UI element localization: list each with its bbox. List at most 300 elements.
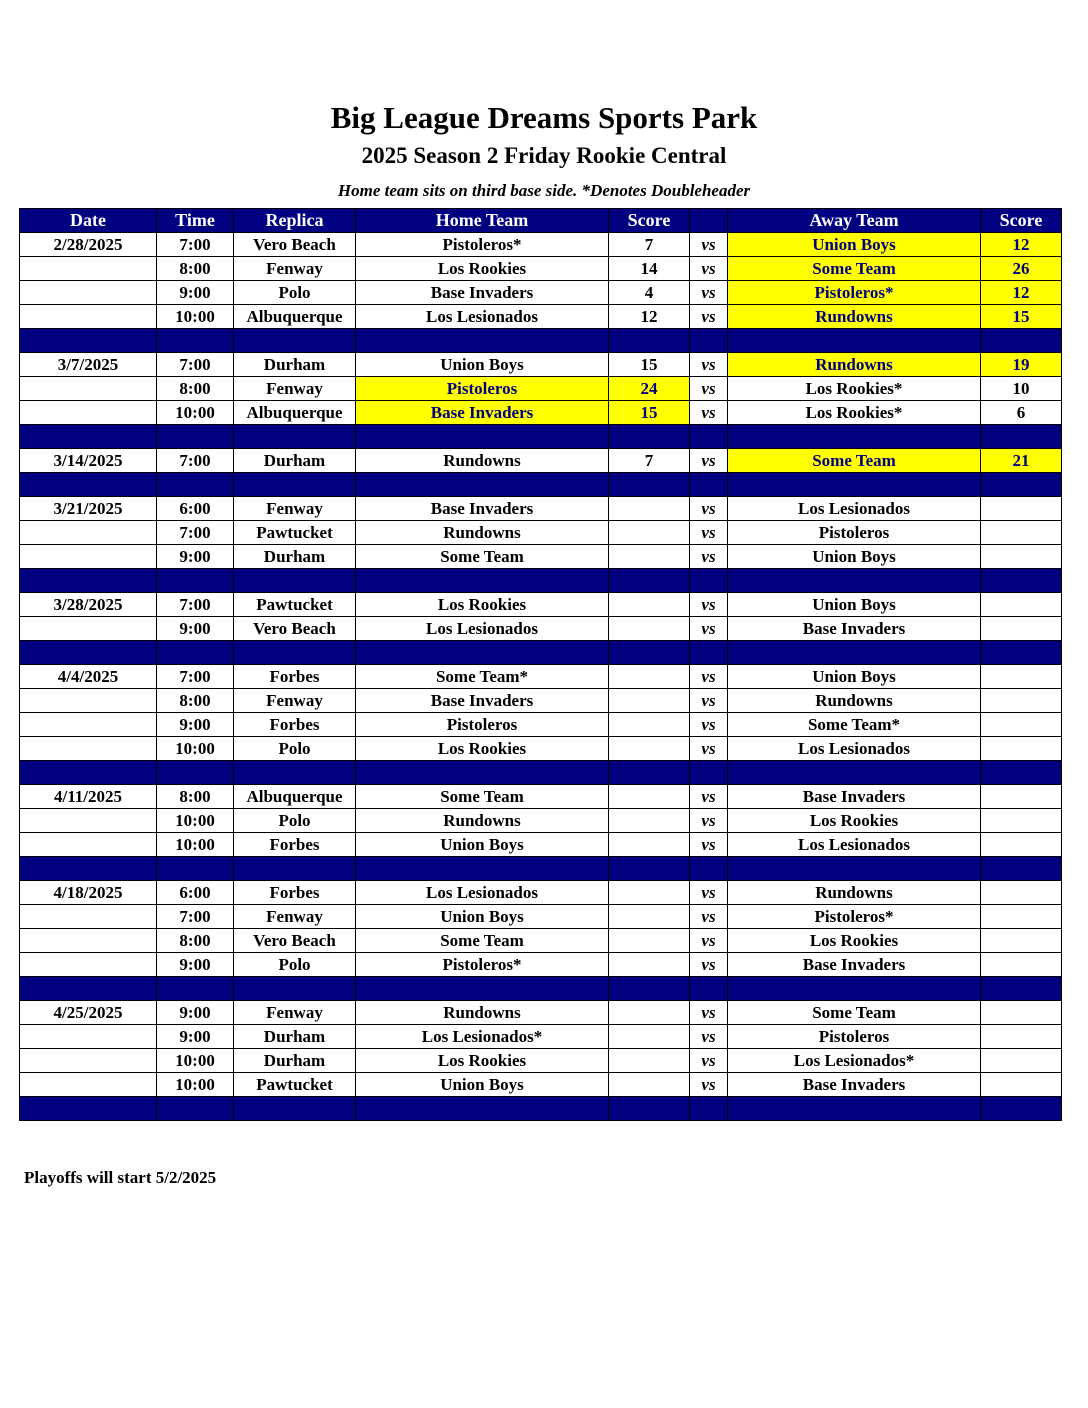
separator-cell	[728, 425, 981, 449]
vs-cell: vs	[690, 377, 728, 401]
vs-cell: vs	[690, 929, 728, 953]
separator-row	[20, 425, 1062, 449]
vs-cell: vs	[690, 665, 728, 689]
table-row	[20, 1001, 1062, 1025]
away-score-cell: 6	[981, 401, 1062, 425]
away-score-cell	[981, 953, 1062, 977]
vs-cell: vs	[690, 593, 728, 617]
away-score-cell	[981, 665, 1062, 689]
home-team-cell: Union Boys	[356, 1073, 609, 1097]
away-team-cell: Pistoleros*	[728, 905, 981, 929]
home-score-cell	[609, 905, 690, 929]
home-score-cell	[609, 1025, 690, 1049]
table-row	[20, 521, 1062, 545]
separator-cell	[981, 977, 1062, 1001]
away-team-cell: Base Invaders	[728, 785, 981, 809]
table-row	[20, 1025, 1062, 1049]
separator-cell	[728, 977, 981, 1001]
separator-cell	[690, 977, 728, 1001]
separator-cell	[728, 761, 981, 785]
vs-cell: vs	[690, 257, 728, 281]
home-team-cell: Los Lesionados	[356, 305, 609, 329]
table-row	[20, 1049, 1062, 1073]
separator-cell	[728, 329, 981, 353]
separator-cell	[690, 329, 728, 353]
separator-cell	[728, 857, 981, 881]
away-score-cell	[981, 881, 1062, 905]
separator-cell	[234, 857, 356, 881]
away-team-cell: Base Invaders	[728, 1073, 981, 1097]
vs-cell: vs	[690, 617, 728, 641]
date-cell	[20, 521, 157, 545]
separator-cell	[157, 473, 234, 497]
separator-cell	[157, 857, 234, 881]
replica-cell: Durham	[234, 449, 356, 473]
away-score-cell: 12	[981, 281, 1062, 305]
table-row	[20, 545, 1062, 569]
away-score-cell	[981, 1001, 1062, 1025]
away-score-cell	[981, 521, 1062, 545]
separator-cell	[356, 329, 609, 353]
home-team-cell: Los Rookies	[356, 737, 609, 761]
home-team-cell: Los Lesionados	[356, 881, 609, 905]
home-score-cell	[609, 953, 690, 977]
time-cell: 7:00	[157, 905, 234, 929]
col-header-away-score: Score	[981, 209, 1062, 233]
replica-cell: Forbes	[234, 881, 356, 905]
separator-row	[20, 1097, 1062, 1121]
table-row	[20, 833, 1062, 857]
col-header-home-team: Home Team	[356, 209, 609, 233]
vs-cell: vs	[690, 713, 728, 737]
time-cell: 7:00	[157, 665, 234, 689]
date-cell: 4/25/2025	[20, 1001, 157, 1025]
home-score-cell	[609, 689, 690, 713]
separator-cell	[981, 761, 1062, 785]
vs-cell: vs	[690, 353, 728, 377]
time-cell: 9:00	[157, 1025, 234, 1049]
separator-row	[20, 641, 1062, 665]
home-score-cell	[609, 593, 690, 617]
replica-cell: Albuquerque	[234, 785, 356, 809]
date-cell	[20, 953, 157, 977]
replica-cell: Durham	[234, 1025, 356, 1049]
date-cell	[20, 833, 157, 857]
replica-cell: Durham	[234, 353, 356, 377]
replica-cell: Fenway	[234, 1001, 356, 1025]
home-score-cell	[609, 545, 690, 569]
replica-cell: Fenway	[234, 257, 356, 281]
separator-cell	[234, 329, 356, 353]
table-row	[20, 305, 1062, 329]
time-cell: 10:00	[157, 833, 234, 857]
vs-cell: vs	[690, 833, 728, 857]
home-team-cell: Los Rookies	[356, 257, 609, 281]
home-score-cell	[609, 497, 690, 521]
separator-cell	[609, 1097, 690, 1121]
separator-cell	[20, 857, 157, 881]
home-team-cell: Los Lesionados*	[356, 1025, 609, 1049]
schedule-body	[20, 233, 1062, 1121]
away-team-cell: Union Boys	[728, 545, 981, 569]
replica-cell: Vero Beach	[234, 233, 356, 257]
separator-cell	[981, 1097, 1062, 1121]
away-score-cell	[981, 617, 1062, 641]
away-score-cell	[981, 785, 1062, 809]
replica-cell: Vero Beach	[234, 617, 356, 641]
separator-cell	[157, 569, 234, 593]
date-cell	[20, 305, 157, 329]
time-cell: 7:00	[157, 449, 234, 473]
table-row	[20, 713, 1062, 737]
table-row	[20, 953, 1062, 977]
table-row	[20, 353, 1062, 377]
replica-cell: Polo	[234, 281, 356, 305]
away-team-cell: Los Lesionados	[728, 833, 981, 857]
separator-cell	[157, 761, 234, 785]
time-cell: 10:00	[157, 401, 234, 425]
date-cell	[20, 737, 157, 761]
away-score-cell	[981, 1025, 1062, 1049]
vs-cell: vs	[690, 233, 728, 257]
home-score-cell	[609, 521, 690, 545]
playoffs-note: Playoffs will start 5/2/2025	[24, 1168, 217, 1187]
away-team-cell: Los Rookies	[728, 929, 981, 953]
replica-cell: Polo	[234, 809, 356, 833]
home-score-cell	[609, 809, 690, 833]
page-title: Big League Dreams Sports Park	[330, 100, 758, 135]
vs-cell: vs	[690, 737, 728, 761]
vs-cell: vs	[690, 881, 728, 905]
separator-row	[20, 569, 1062, 593]
home-score-cell	[609, 617, 690, 641]
home-team-cell: Base Invaders	[356, 281, 609, 305]
separator-cell	[234, 761, 356, 785]
away-team-cell: Base Invaders	[728, 617, 981, 641]
separator-cell	[609, 641, 690, 665]
away-team-cell: Some Team	[728, 257, 981, 281]
table-row	[20, 665, 1062, 689]
col-header-vs	[690, 209, 728, 233]
time-cell: 8:00	[157, 929, 234, 953]
vs-cell: vs	[690, 545, 728, 569]
away-score-cell	[981, 1049, 1062, 1073]
date-cell: 3/7/2025	[20, 353, 157, 377]
vs-cell: vs	[690, 1001, 728, 1025]
date-cell	[20, 929, 157, 953]
separator-cell	[690, 641, 728, 665]
away-score-cell	[981, 833, 1062, 857]
vs-cell: vs	[690, 1049, 728, 1073]
separator-cell	[234, 569, 356, 593]
home-team-cell: Rundowns	[356, 809, 609, 833]
home-team-cell: Pistoleros*	[356, 953, 609, 977]
separator-cell	[981, 329, 1062, 353]
home-score-cell: 12	[609, 305, 690, 329]
away-team-cell: Rundowns	[728, 353, 981, 377]
away-score-cell: 26	[981, 257, 1062, 281]
separator-cell	[356, 473, 609, 497]
away-score-cell: 21	[981, 449, 1062, 473]
date-cell	[20, 809, 157, 833]
vs-cell: vs	[690, 449, 728, 473]
date-cell	[20, 713, 157, 737]
away-score-cell	[981, 809, 1062, 833]
time-cell: 8:00	[157, 257, 234, 281]
away-score-cell: 19	[981, 353, 1062, 377]
home-team-cell: Union Boys	[356, 833, 609, 857]
home-score-cell	[609, 1073, 690, 1097]
away-score-cell: 12	[981, 233, 1062, 257]
home-team-cell: Los Lesionados	[356, 617, 609, 641]
separator-cell	[20, 473, 157, 497]
home-score-cell	[609, 1049, 690, 1073]
vs-cell: vs	[690, 521, 728, 545]
separator-cell	[690, 425, 728, 449]
time-cell: 9:00	[157, 953, 234, 977]
away-score-cell	[981, 593, 1062, 617]
table-row	[20, 881, 1062, 905]
away-team-cell: Pistoleros	[728, 1025, 981, 1049]
time-cell: 10:00	[157, 809, 234, 833]
away-team-cell: Pistoleros*	[728, 281, 981, 305]
time-cell: 9:00	[157, 281, 234, 305]
separator-cell	[609, 977, 690, 1001]
home-team-cell: Pistoleros	[356, 713, 609, 737]
separator-cell	[609, 569, 690, 593]
home-score-cell	[609, 833, 690, 857]
separator-cell	[981, 857, 1062, 881]
separator-cell	[690, 1097, 728, 1121]
separator-cell	[234, 1097, 356, 1121]
away-score-cell	[981, 1073, 1062, 1097]
date-cell	[20, 1025, 157, 1049]
home-score-cell: 4	[609, 281, 690, 305]
separator-cell	[20, 1097, 157, 1121]
home-team-cell: Some Team*	[356, 665, 609, 689]
table-row	[20, 377, 1062, 401]
table-row	[20, 929, 1062, 953]
away-score-cell	[981, 713, 1062, 737]
away-team-cell: Base Invaders	[728, 953, 981, 977]
away-score-cell: 10	[981, 377, 1062, 401]
home-team-cell: Some Team	[356, 545, 609, 569]
separator-cell	[157, 425, 234, 449]
time-cell: 7:00	[157, 233, 234, 257]
replica-cell: Forbes	[234, 665, 356, 689]
home-score-cell	[609, 881, 690, 905]
away-team-cell: Los Rookies	[728, 809, 981, 833]
date-cell: 4/11/2025	[20, 785, 157, 809]
home-score-cell	[609, 665, 690, 689]
separator-row	[20, 857, 1062, 881]
away-score-cell	[981, 905, 1062, 929]
time-cell: 6:00	[157, 881, 234, 905]
away-team-cell: Los Lesionados	[728, 497, 981, 521]
date-cell: 2/28/2025	[20, 233, 157, 257]
replica-cell: Albuquerque	[234, 305, 356, 329]
date-cell	[20, 1049, 157, 1073]
separator-cell	[356, 641, 609, 665]
table-row	[20, 689, 1062, 713]
date-cell	[20, 377, 157, 401]
table-row	[20, 737, 1062, 761]
vs-cell: vs	[690, 953, 728, 977]
table-row	[20, 1073, 1062, 1097]
table-row	[20, 617, 1062, 641]
time-cell: 7:00	[157, 521, 234, 545]
table-row	[20, 905, 1062, 929]
home-score-cell	[609, 785, 690, 809]
vs-cell: vs	[690, 305, 728, 329]
col-header-home-score: Score	[609, 209, 690, 233]
separator-cell	[356, 857, 609, 881]
home-score-cell	[609, 737, 690, 761]
separator-cell	[609, 329, 690, 353]
separator-cell	[609, 473, 690, 497]
separator-cell	[234, 641, 356, 665]
away-team-cell: Union Boys	[728, 593, 981, 617]
page-subtitle: 2025 Season 2 Friday Rookie Central	[361, 143, 727, 168]
time-cell: 10:00	[157, 737, 234, 761]
replica-cell: Fenway	[234, 497, 356, 521]
away-team-cell: Rundowns	[728, 689, 981, 713]
page-note: Home team sits on third base side. *Denotes Doubleheader	[337, 181, 751, 200]
time-cell: 9:00	[157, 545, 234, 569]
separator-cell	[20, 977, 157, 1001]
away-team-cell: Some Team*	[728, 713, 981, 737]
time-cell: 8:00	[157, 785, 234, 809]
time-cell: 7:00	[157, 593, 234, 617]
separator-cell	[356, 1097, 609, 1121]
table-row	[20, 497, 1062, 521]
col-header-replica: Replica	[234, 209, 356, 233]
replica-cell: Fenway	[234, 905, 356, 929]
col-header-away-team: Away Team	[728, 209, 981, 233]
time-cell: 8:00	[157, 689, 234, 713]
away-team-cell: Some Team	[728, 449, 981, 473]
separator-cell	[20, 761, 157, 785]
home-score-cell: 15	[609, 401, 690, 425]
replica-cell: Durham	[234, 545, 356, 569]
away-team-cell: Los Lesionados	[728, 737, 981, 761]
separator-cell	[609, 857, 690, 881]
home-team-cell: Los Rookies	[356, 593, 609, 617]
col-header-time: Time	[157, 209, 234, 233]
time-cell: 6:00	[157, 497, 234, 521]
away-score-cell	[981, 689, 1062, 713]
home-score-cell: 14	[609, 257, 690, 281]
time-cell: 7:00	[157, 353, 234, 377]
home-score-cell: 15	[609, 353, 690, 377]
vs-cell: vs	[690, 905, 728, 929]
replica-cell: Fenway	[234, 377, 356, 401]
date-cell: 3/14/2025	[20, 449, 157, 473]
away-team-cell: Some Team	[728, 1001, 981, 1025]
separator-cell	[690, 857, 728, 881]
home-score-cell: 7	[609, 233, 690, 257]
time-cell: 8:00	[157, 377, 234, 401]
home-score-cell: 24	[609, 377, 690, 401]
separator-cell	[356, 425, 609, 449]
time-cell: 10:00	[157, 1073, 234, 1097]
separator-cell	[609, 761, 690, 785]
replica-cell: Albuquerque	[234, 401, 356, 425]
vs-cell: vs	[690, 689, 728, 713]
vs-cell: vs	[690, 1025, 728, 1049]
date-cell: 4/4/2025	[20, 665, 157, 689]
away-score-cell	[981, 737, 1062, 761]
date-cell: 3/28/2025	[20, 593, 157, 617]
date-cell	[20, 689, 157, 713]
replica-cell: Polo	[234, 737, 356, 761]
separator-cell	[234, 977, 356, 1001]
separator-cell	[20, 641, 157, 665]
replica-cell: Pawtucket	[234, 1073, 356, 1097]
replica-cell: Forbes	[234, 833, 356, 857]
date-cell	[20, 1073, 157, 1097]
separator-cell	[728, 1097, 981, 1121]
date-cell	[20, 281, 157, 305]
time-cell: 9:00	[157, 1001, 234, 1025]
home-team-cell: Base Invaders	[356, 497, 609, 521]
separator-cell	[356, 977, 609, 1001]
vs-cell: vs	[690, 281, 728, 305]
away-team-cell: Union Boys	[728, 665, 981, 689]
schedule-table	[19, 208, 1062, 1121]
away-score-cell	[981, 545, 1062, 569]
vs-cell: vs	[690, 785, 728, 809]
separator-cell	[234, 425, 356, 449]
separator-cell	[690, 569, 728, 593]
separator-cell	[690, 473, 728, 497]
home-team-cell: Base Invaders	[356, 401, 609, 425]
table-row	[20, 449, 1062, 473]
table-row	[20, 257, 1062, 281]
vs-cell: vs	[690, 809, 728, 833]
home-score-cell	[609, 713, 690, 737]
home-score-cell	[609, 929, 690, 953]
separator-cell	[981, 641, 1062, 665]
time-cell: 10:00	[157, 305, 234, 329]
away-team-cell: Los Rookies*	[728, 401, 981, 425]
separator-cell	[157, 329, 234, 353]
separator-cell	[981, 569, 1062, 593]
separator-cell	[20, 425, 157, 449]
table-row	[20, 401, 1062, 425]
date-cell	[20, 401, 157, 425]
table-row	[20, 809, 1062, 833]
separator-row	[20, 761, 1062, 785]
separator-cell	[356, 569, 609, 593]
separator-cell	[690, 761, 728, 785]
separator-cell	[157, 977, 234, 1001]
separator-row	[20, 473, 1062, 497]
home-team-cell: Union Boys	[356, 353, 609, 377]
home-team-cell: Pistoleros*	[356, 233, 609, 257]
away-score-cell	[981, 497, 1062, 521]
replica-cell: Polo	[234, 953, 356, 977]
time-cell: 9:00	[157, 617, 234, 641]
away-team-cell: Rundowns	[728, 881, 981, 905]
separator-cell	[728, 473, 981, 497]
separator-cell	[20, 329, 157, 353]
away-team-cell: Los Lesionados*	[728, 1049, 981, 1073]
replica-cell: Pawtucket	[234, 593, 356, 617]
home-team-cell: Rundowns	[356, 521, 609, 545]
date-cell: 4/18/2025	[20, 881, 157, 905]
home-team-cell: Some Team	[356, 929, 609, 953]
